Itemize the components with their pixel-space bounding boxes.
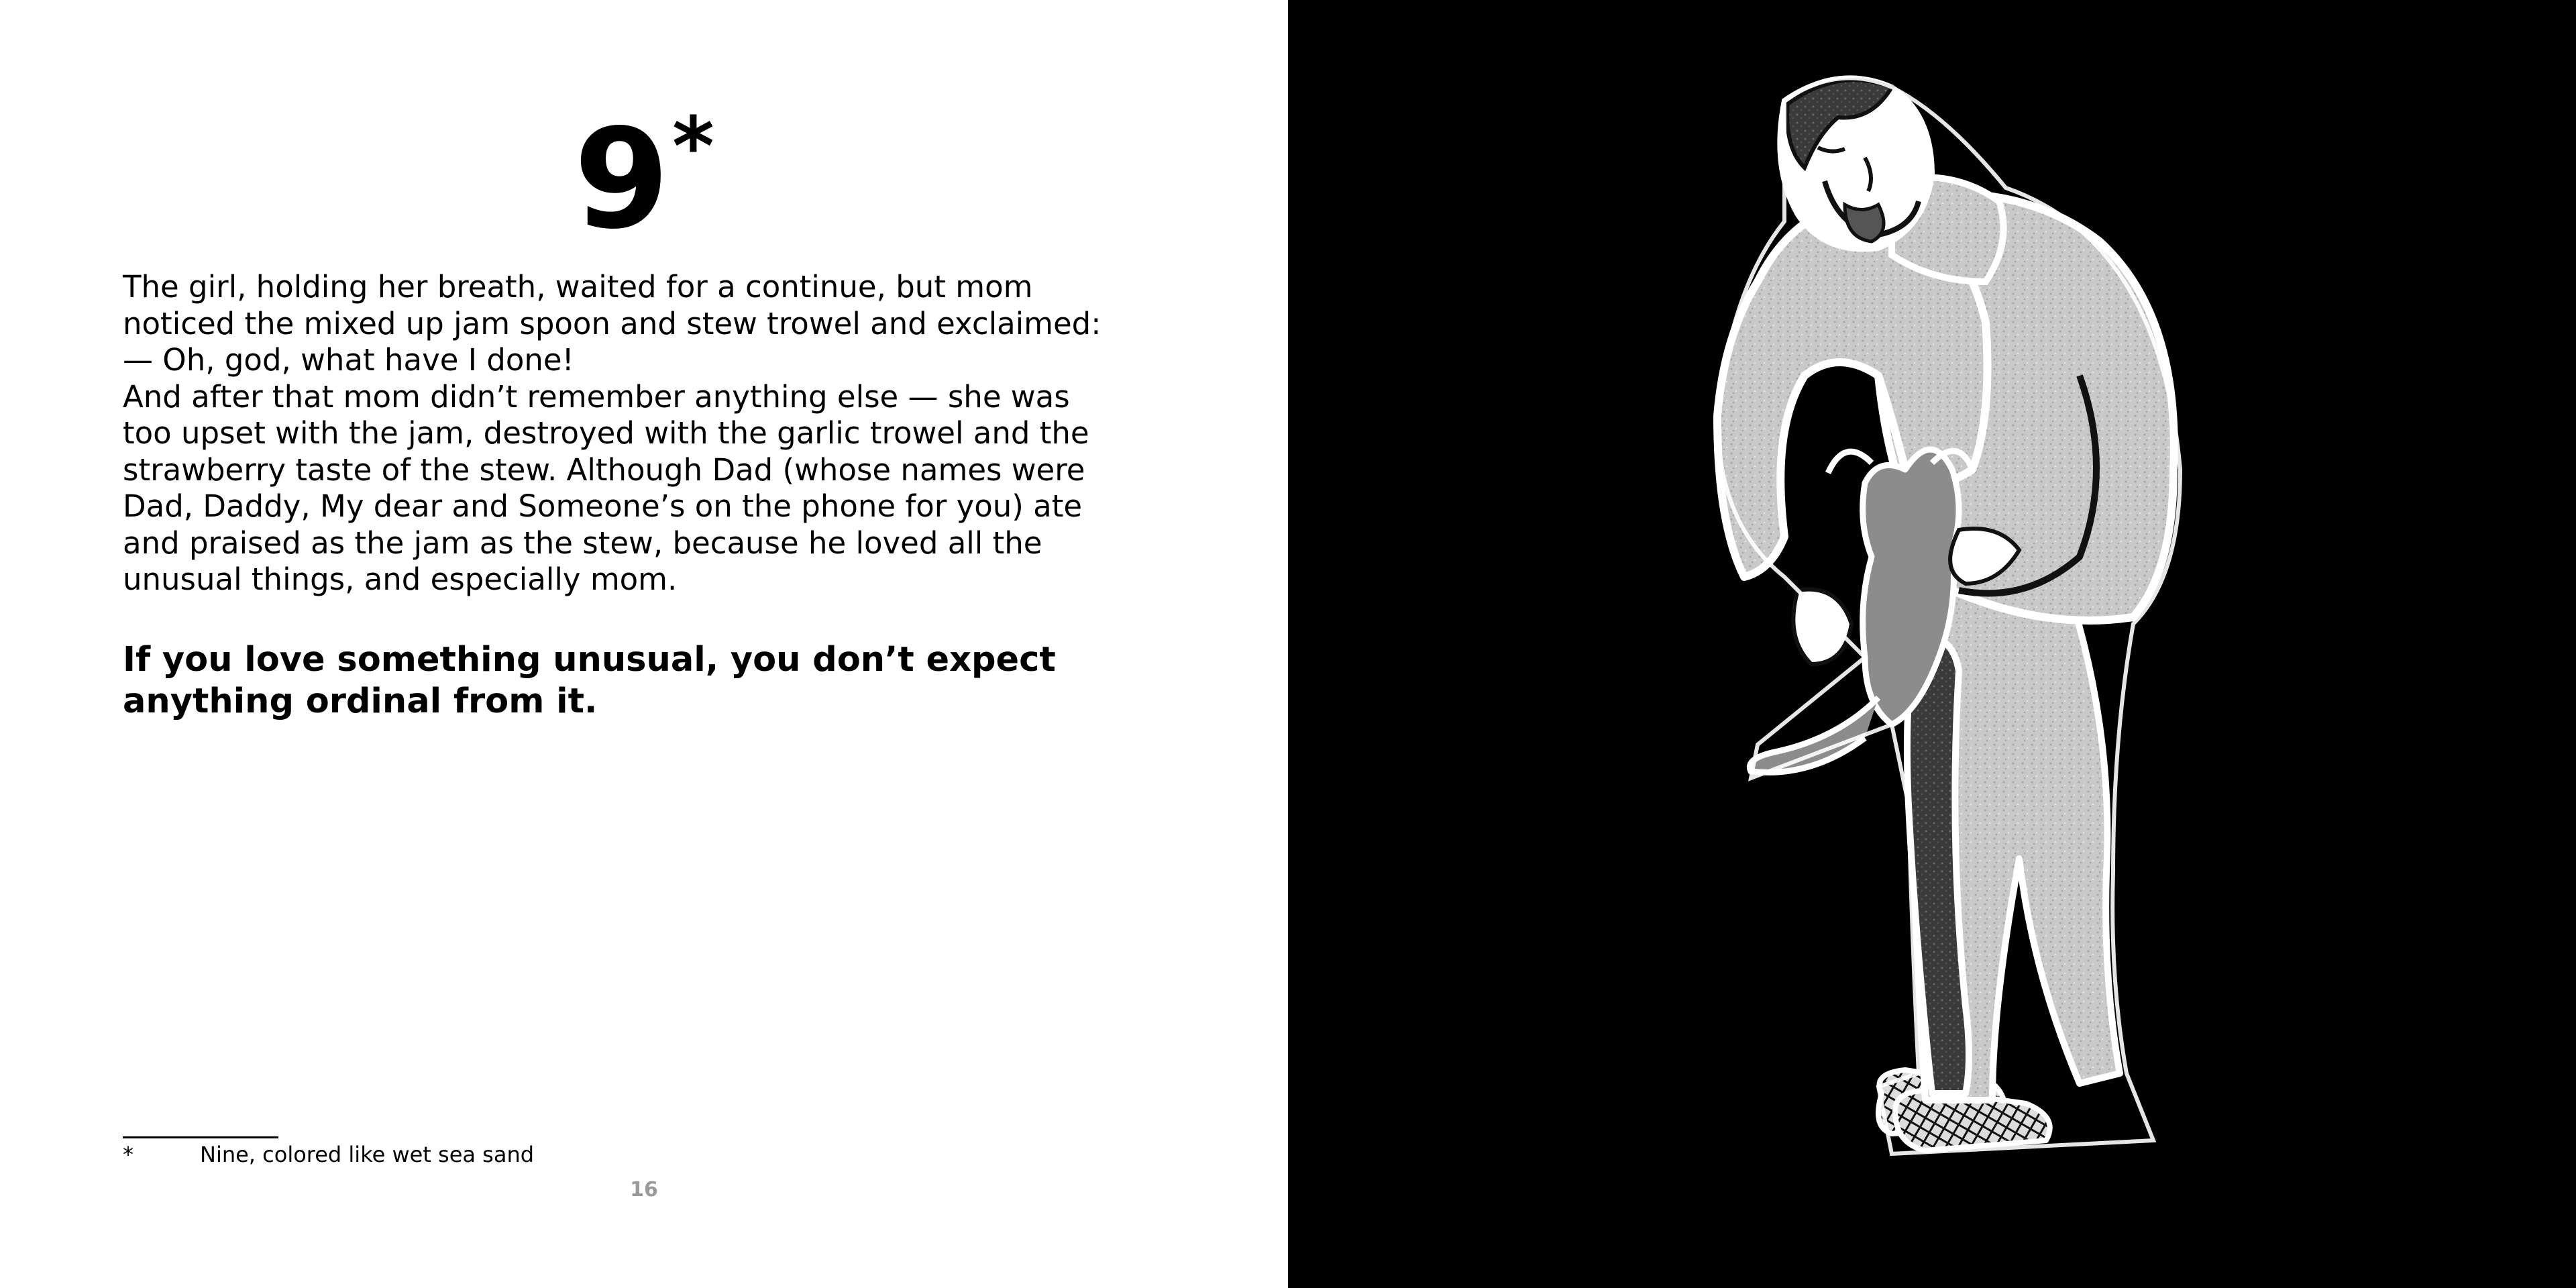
moral-line: If you love something unusual, you don’t expect [123,640,1056,680]
footnote [123,1142,534,1167]
body-line: — Oh, god, what have I done! [123,342,574,378]
body-line: unusual things, and especially mom. [123,561,678,597]
body-line: noticed the mixed up jam spoon and stew trowel and exclaimed: [123,305,1102,341]
moral-statement [123,639,1169,722]
page-number: 16 [630,1178,658,1201]
head [1780,78,1932,249]
right-page [1288,0,2576,1288]
moral-line: anything ordinal from it. [123,682,598,721]
footnote-mark: * [123,1142,133,1167]
body-line: Dad, Daddy, My dear and Someone’s on the phone for you) ate [123,488,1083,524]
chapter-heading [0,100,1288,260]
chapter-footnote-mark: * [672,101,714,194]
body-line: too upset with the jam, destroyed with the garlic trowel and the [123,415,1089,451]
body-paragraph [123,269,1169,598]
chapter-number: 9 [574,100,669,260]
body-line: and praised as the jam as the stew, because he loved all the [123,525,1042,561]
footnote-divider [123,1136,278,1138]
body-line: And after that mom didn’t remember anything else — she was [123,378,1070,415]
body-line: strawberry taste of the stew. Although Dad (whose names were [123,451,1085,488]
body-line: The girl, holding her breath, waited for a continue, but mom [123,269,1033,305]
footnote-text: Nine, colored like wet sea sand [200,1142,535,1167]
man-holding-cat-illustration [1288,0,2576,1288]
